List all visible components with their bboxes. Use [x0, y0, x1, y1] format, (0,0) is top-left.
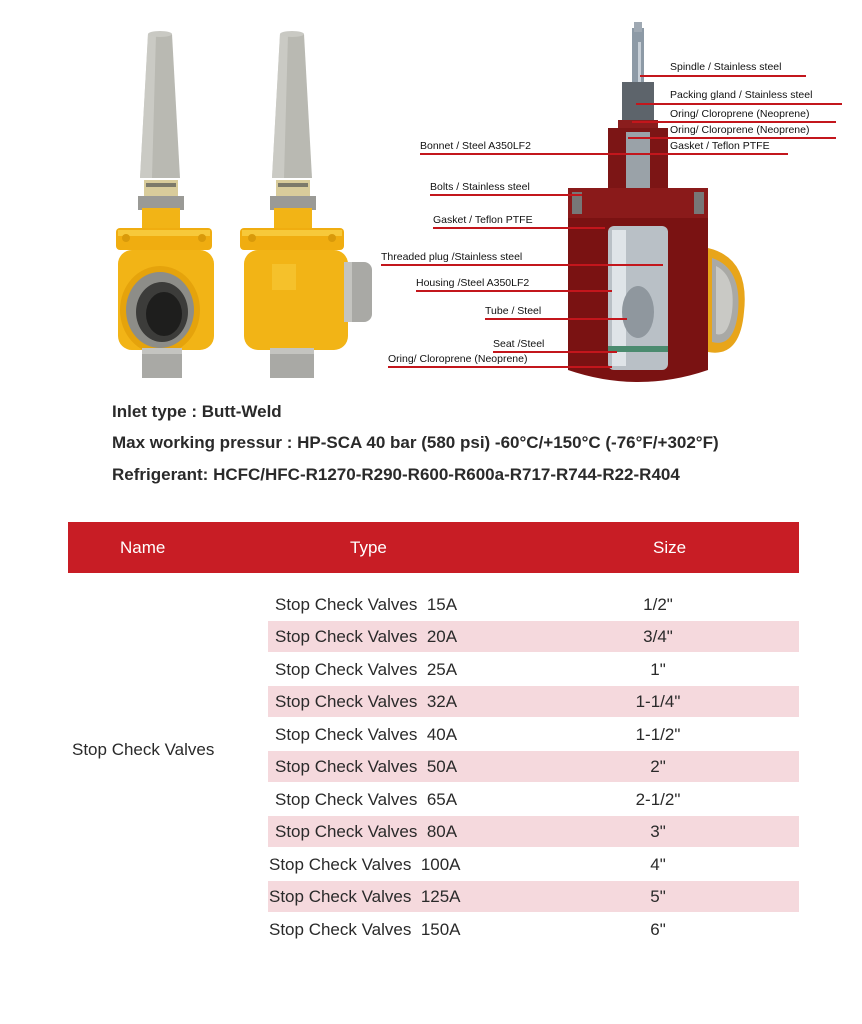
type-cell: Stop Check Valves 125A [269, 887, 461, 906]
type-cell: Stop Check Valves 150A [269, 920, 461, 939]
table-row [268, 881, 799, 912]
callout-underline [416, 290, 612, 292]
size-cell: 4" [650, 855, 666, 874]
callout-housing: Housing /Steel A350LF2 [416, 277, 530, 289]
size-cell: 1-1/4" [635, 692, 681, 711]
type-cell: Stop Check Valves 80A [275, 822, 458, 841]
callout-bonnet: Bonnet / Steel A350LF2 [420, 140, 531, 152]
type-cell: Stop Check Valves 100A [269, 855, 461, 874]
callout-packing-gland: Packing gland / Stainless steel [670, 89, 813, 101]
callout-underline [628, 137, 836, 139]
callout-seat: Seat /Steel [493, 338, 545, 350]
name-cell: Stop Check Valves [72, 740, 215, 759]
table-row [268, 654, 799, 685]
table-row [268, 686, 799, 717]
callout-oring-2: Oring/ Cloroprene (Neoprene) [670, 124, 810, 136]
callout-underline [485, 318, 627, 320]
table-row [268, 914, 799, 945]
callout-oring-1: Oring/ Cloroprene (Neoprene) [670, 108, 810, 120]
valve-side-photo [232, 30, 382, 380]
callout-gasket-top: Gasket / Teflon PTFE [670, 140, 770, 152]
type-cell: Stop Check Valves 32A [275, 692, 458, 711]
callout-tube: Tube / Steel [485, 305, 542, 317]
callout-underline [388, 366, 612, 368]
table-row [268, 751, 799, 782]
type-cell: Stop Check Valves 20A [275, 627, 458, 646]
size-cell: 3" [650, 822, 666, 841]
callout-underline [420, 153, 628, 155]
table-row [268, 621, 799, 652]
type-cell: Stop Check Valves 40A [275, 725, 458, 744]
type-cell: Stop Check Valves 50A [275, 757, 458, 776]
size-cell: 5" [650, 887, 666, 906]
spec-inlet-type: Inlet type : Butt-Weld [112, 402, 282, 421]
valve-cutaway-diagram [560, 22, 760, 394]
callout-underline [632, 121, 836, 123]
callout-spindle: Spindle / Stainless steel [670, 61, 782, 73]
table-row [268, 816, 799, 847]
header-name: Name [120, 538, 166, 557]
size-cell: 1" [650, 660, 666, 679]
table-row [268, 784, 799, 815]
table-row [268, 589, 799, 620]
header-size: Size [653, 538, 687, 557]
callout-bolts: Bolts / Stainless steel [430, 181, 530, 193]
type-cell: Stop Check Valves 65A [275, 790, 458, 809]
callout-gasket-mid: Gasket / Teflon PTFE [433, 214, 533, 226]
table-row [268, 849, 799, 880]
table-header [68, 522, 799, 573]
size-cell: 1-1/2" [635, 725, 681, 744]
callout-underline [430, 194, 582, 196]
callout-underline [433, 227, 605, 229]
size-cell: 3/4" [643, 627, 673, 646]
size-cell: 6" [650, 920, 666, 939]
size-cell: 2-1/2" [635, 790, 681, 809]
callout-threaded-plug: Threaded plug /Stainless steel [381, 251, 523, 263]
callout-underline [381, 264, 663, 266]
header-type: Type [350, 538, 387, 557]
callout-underline [628, 153, 788, 155]
spec-refrigerant: Refrigerant: HCFC/HFC-R1270-R290-R600-R600a-R717-R744-R22-R404 [112, 465, 680, 484]
table-row [268, 719, 799, 750]
type-cell: Stop Check Valves 25A [275, 660, 458, 679]
spec-max-pressure: Max working pressur : HP-SCA 40 bar (580 psi) -60°C/+150°C (-76°F/+302°F) [112, 433, 719, 452]
callout-oring-bottom: Oring/ Cloroprene (Neoprene) [388, 353, 528, 365]
valve-front-photo [108, 30, 228, 380]
size-cell: 2" [650, 757, 666, 776]
callout-underline [636, 103, 842, 105]
type-cell: Stop Check Valves 15A [275, 595, 458, 614]
callout-underline [640, 75, 806, 77]
size-cell: 1/2" [643, 595, 673, 614]
